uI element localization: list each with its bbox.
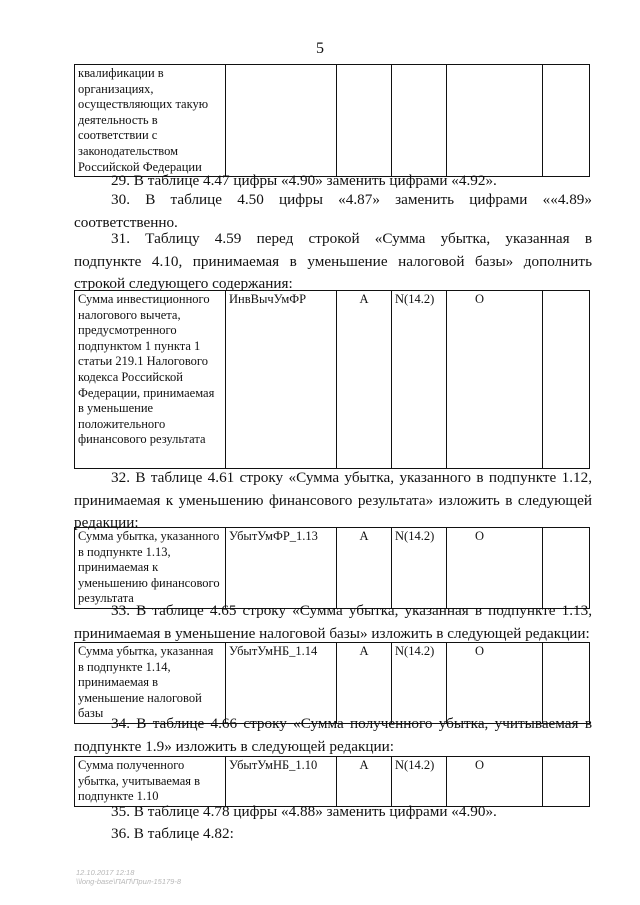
paragraph-31 [74,228,592,296]
table-row [75,643,590,724]
table-cell-extra [543,643,590,724]
page-number: 5 [316,40,324,57]
paragraph-line: подпункте 1.9» изложить в следующей редакции: [74,737,394,755]
paragraph-line: редакции: [74,514,139,531]
table-cell-format: N(14.2) [392,757,447,807]
table-cell-name: Сумма инвестиционного налогового вычета, предусмотренного подпунктом 1 пункта 1 статьи 219.1 Налогового кодекса Российской Федерации, принимаемая в уменьшение положительного финансового результата [75,291,226,469]
paragraph-line: принимаемая в уменьшение налоговой базы» изложить в следующей редакции: [74,624,590,642]
paragraph-34 [74,713,592,758]
paragraph-line: принимаемая к уменьшению финансового результата» изложить в следующей [74,491,592,509]
paragraph-line: 35. В таблице 4.78 цифры «4.88» заменить цифрами «4.90». [111,803,497,820]
table-cell-code: ИнвВычУмФР [226,291,337,469]
table-cell-extra [543,65,590,177]
table-cell-type: А [337,291,392,469]
table-cell-obligation [447,65,543,177]
table-cell-code [226,65,337,177]
table-cell-name: квалификации в организациях, осуществляющих такую деятельность в соответствии с законодательством Российской Федерации [75,65,226,177]
table-cell-type: А [337,643,392,724]
paragraph-line: 31. Таблицу 4.59 перед строкой «Сумма убытка, указанная в [111,230,592,247]
table-cell-obligation: О [447,643,543,724]
table-cell-format: N(14.2) [392,291,447,469]
table-cell-format: N(14.2) [392,528,447,609]
table-row [75,528,590,609]
table-cell-type: А [337,528,392,609]
table-cell-format: N(14.2) [392,643,447,724]
table-cell-obligation: О [447,291,543,469]
table-cell-obligation: О [447,528,543,609]
paragraph-line: 29. В таблице 4.47 цифры «4.90» заменить цифрами «4.92». [111,172,497,189]
table-row [75,291,590,469]
table-cell-name: Сумма убытка, указанного в подпункте 1.13, принимаемая к уменьшению финансового результата [75,528,226,609]
table-cell-extra [543,528,590,609]
paragraph-line: 36. В таблице 4.82: [111,825,234,842]
table-row [75,65,590,177]
table-cell-type [337,65,392,177]
table-cell-extra [543,291,590,469]
footer-file-path: \\long-base\ПАП\Прил-15179-8 [76,877,182,886]
paragraph-line: 30. В таблице 4.50 цифры «4.87» заменить цифрами ««4.89» [111,191,592,208]
table-cell-code: УбытУмНБ_1.10 [226,757,337,807]
table-loss-1-13 [74,527,590,609]
table-cell-type: А [337,757,392,807]
paragraph-32 [74,467,592,535]
paragraph-line: соответственно. [74,213,178,231]
paragraph-line: 32. В таблице 4.61 строку «Сумма убытка, указанного в подпункте 1.12, [111,469,592,486]
paragraph-line: подпункте 4.10, принимаемая в уменьшение налоговой базы» дополнить [74,252,592,270]
table-cell-obligation: О [447,757,543,807]
table-cell-code: УбытУмФР_1.13 [226,528,337,609]
paragraph-line: 33. В таблице 4.65 строку «Сумма убытка, указанная в подпункте 1.13, [111,602,592,619]
paragraph-line: строкой следующего содержания: [74,275,293,292]
table-continuation [74,64,590,177]
table-cell-name: Сумма полученного убытка, учитываемая в подпункте 1.10 [75,757,226,807]
paragraph-33 [74,600,592,645]
table-cell-code: УбытУмНБ_1.14 [226,643,337,724]
table-loss-1-10 [74,756,590,807]
table-inv-deduction [74,290,590,469]
footer-timestamp: 12.10.2017 12:18 [76,868,135,877]
table-cell-extra [543,757,590,807]
paragraph-36 [74,823,592,846]
paragraph-line: 34. В таблице 4.66 строку «Сумма полученного убытка, учитываемая в [111,715,592,732]
table-cell-format [392,65,447,177]
table-cell-name: Сумма убытка, указанная в подпункте 1.14, принимаемая в уменьшение налоговой базы [75,643,226,724]
table-row [75,757,590,807]
table-loss-1-14 [74,642,590,724]
paragraph-35 [74,801,592,824]
